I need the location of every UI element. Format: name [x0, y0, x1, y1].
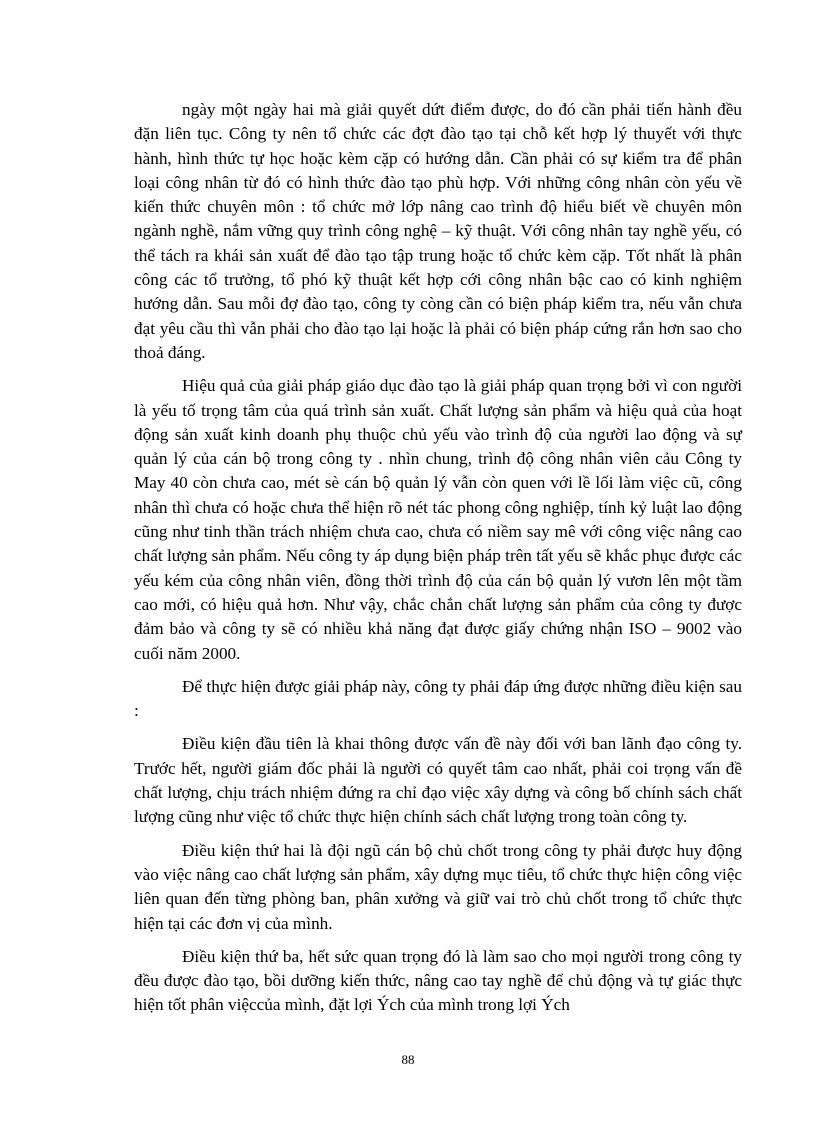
paragraph-5: Điều kiện thứ hai là đội ngũ cán bộ chủ chốt trong công ty phải được huy động vào việc nâng cao chất lượng sản phẩm, xây dựng mục tiêu, tổ chức thực hiện công việc liên quan đến từng phòng ban, phân xưởng và giữ vai trò chủ chốt trong tổ chức thực hiện tại các đơn vị của mình. [134, 840, 742, 933]
paragraph-2: Hiệu quả của giải pháp giáo dục đào tạo là giải pháp quan trọng bởi vì con người là yếu tố trọng tâm của quá trình sản xuất. Chất lượng sản phẩm và hiệu quả của hoạt động sản xuất kinh doanh phụ thuộc chủ yếu vào trình độ của người lao động và sự quản lý của cán bộ trong công ty . nhìn chung, trình độ công nhân viên cảu Công ty May 40 còn chưa cao, mét sè cán bộ quản lý vẫn còn quen với lề lối làm việc cũ, công nhân thì chưa có hoặc chưa thể hiện rõ nét tác phong công nghiệp, tính kỷ luật lao động cũng như tinh thần trách nhiệm chưa cao, chưa có niềm say mê với công việc nâng cao chất lượng sản phẩm. Nếu công ty áp dụng biện pháp trên tất yếu sẽ khắc phục được các yếu kém của công nhân viên, đồng thời trình độ của cán bộ quản lý vươn lên một tầm cao mới, có hiệu quả hơn. Như vậy, chắc chắn chất lượng sản phẩm của công ty được đảm bảo và công ty sẽ có nhiều khả năng đạt được giấy chứng nhận ISO – 9002 vào cuối năm 2000. [134, 376, 742, 663]
paragraph-3: Để thực hiện được giải pháp này, công ty phải đáp ứng được những điều kiện sau : [134, 676, 742, 721]
paragraph-6: Điều kiện thứ ba, hết sức quan trọng đó là làm sao cho mọi người trong công ty đều được đào tạo, bồi dưỡng kiến thức, nâng cao tay nghề để chủ động và tự giác thực hiện tốt phân việccủa mình, đặt lợi Ých của mình trong lợi Ých [134, 946, 742, 1015]
paragraph-4: Điều kiện đầu tiên là khai thông được vấn đề này đối với ban lãnh đạo công ty. Trước hết, người giám đốc phải là người có quyết tâm cao nhất, phải coi trọng vấn đề chất lượng, chịu trách nhiệm đứng ra chỉ đạo việc xây dựng và công bố chính sách chất lượng cũng như việc tổ chức thực hiện chính sách chất lượng trong toàn công ty. [134, 734, 742, 827]
body-text [134, 98, 742, 1027]
page-number: 88 [401, 1052, 415, 1067]
paragraph-1: ngày một ngày hai mà giải quyết dứt điểm được, do đó cần phải tiến hành đều đặn liên tục. Công ty nên tổ chức các đợt đào tạo tại chỗ kết hợp lý thuyết với thực hành, hình thức tự học hoặc kèm cặp có hướng dẫn. Cần phải có sự kiểm tra để phân loại công nhân từ đó có hình thức đào tạo phù hợp. Với những công nhân còn yếu về kiến thức chuyên môn : tổ chức mở lớp nâng cao trình độ hiểu biết về chuyên môn ngành nghề, nắm vững quy trình công nghệ – kỹ thuật. Với công nhân tay nghề yếu, có thể tách ra khái sản xuất để đào tạo tập trung hoặc tổ chức kèm cặp. Tốt nhất là phân công các tổ trưởng, tổ phó kỹ thuật kết hợp cới công nhân bậc cao có kinh nghiệm hướng dẫn. Sau mỗi đợ đào tạo, công ty còng cần có biện pháp kiểm tra, nếu vẫn chưa đạt yêu cầu thì vẫn phải cho đào tạo lại hoặc là phải có biện pháp cứng rắn hơn sao cho thoả đáng. [134, 100, 742, 362]
